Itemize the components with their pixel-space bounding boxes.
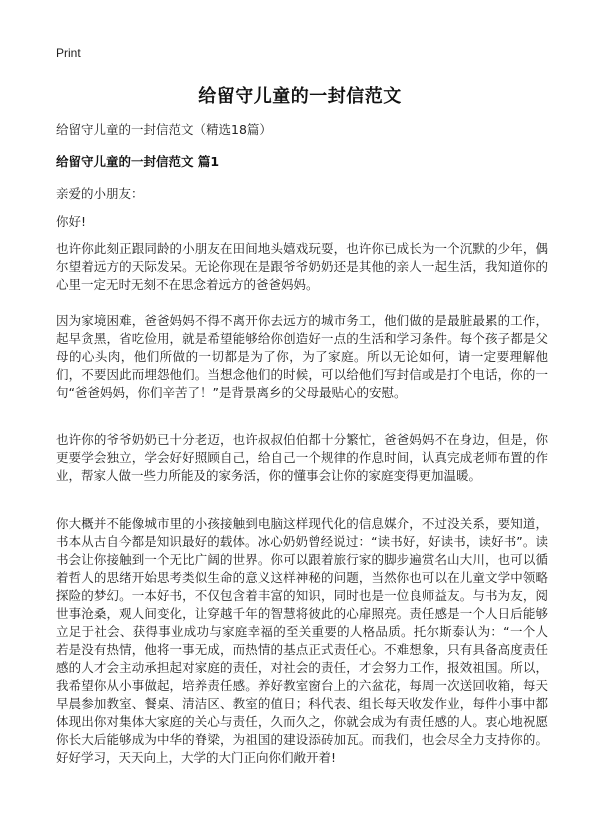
document-subtitle: 给留守儿童的一封信范文（精选18篇） <box>56 122 272 137</box>
paragraph-1: 也许你此刻正跟同龄的小朋友在田间地头嬉戏玩耍，也许你已成长为一个沉默的少年，偶尔望着远方的天际发呆。无论你现在是跟爷爷奶奶还是其他的亲人一起生活，我知道你的心里一定无时无刻不在思念着远方的爸爸妈妈。 <box>56 241 548 292</box>
paragraph-2: 因为家境困难，爸爸妈妈不得不离开你去远方的城市务工，他们做的是最脏最累的工作，起早贪黑，省吃俭用，就是希望能够给你创造好一点的生活和学习条件。每个孩子都是父母的心头肉，他们所做的一切都是为了你，为了家庭。所以无论如何，请一定要理解他们，不要因此而埋怨他们。当想念他们的时候，可以给他们写封信或是打个电话，你的一句“爸爸妈妈，你们辛苦了！”是背景离乡的父母最贴心的安慰。 <box>56 313 548 400</box>
document-title: 给留守儿童的一封信范文 <box>198 86 402 107</box>
print-label[interactable]: Print <box>56 46 81 60</box>
section-title: 给留守儿童的一封信范文 篇1 <box>56 154 220 169</box>
paragraph-3: 也许你的爷爷奶奶已十分老迈，也许叔叔伯伯都十分繁忙，爸爸妈妈不在身边，但是，你更要学会独立，学会好好照顾自己，给自己一个规律的作息时间，认真完成老师布置的作业，帮家人做一些力所能及的家务活，你的懂事会让你的家庭变得更加温暖。 <box>56 432 548 483</box>
salutation: 亲爱的小朋友： <box>56 186 144 201</box>
greeting: 你好! <box>56 214 87 229</box>
paragraph-4: 你大概并不能像城市里的小孩接触到电脑这样现代化的信息媒介，不过没关系，要知道，书本从古自今都是知识最好的载体。冰心奶奶曾经说过：“读书好，好读书，读好书”。读书会让你接触到一个无比广阔的世界。你可以跟着旅行家的脚步遍赏名山大川，也可以循着哲人的思绪开始思考类似生命的意义这样神秘的问题，当然你也可以在儿童文学中领略探险的梦幻。一本好书，不仅包含着丰富的知识，同时也是一位良师益友。与书为友，阅世事沧桑，观人间变化，让穿越千年的智慧将彼此的心扉照亮。责任感是一个人日后能够立足于社会、获得事业成功与家庭幸福的至关重要的人格品质。托尔斯泰认为：“一个人若是没有热情，他将一事无成，而热情的基点正式责任心。不难想象，只有具备高度责任感的人才会主动承担起对家庭的责任，对社会的责任，才会努力工作，报效祖国。所以，我希望你从小事做起，培养责任感。养好教室窗台上的六盆花，每周一次送回收箱，每天早晨参加教室、餐桌、清洁区、教室的值日；科代表、组长每天收发作业，每件小事中都体现出你对集体大家庭的关心与责任，久而久之，你就会成为有责任感的人。衷心地祝愿你长大后能够成为中华的脊梁，为祖国的建设添砖加瓦。而我们，也会尽全力支持你的。好好学习，天天向上，大学的大门正向你们敞开着! <box>56 516 548 765</box>
